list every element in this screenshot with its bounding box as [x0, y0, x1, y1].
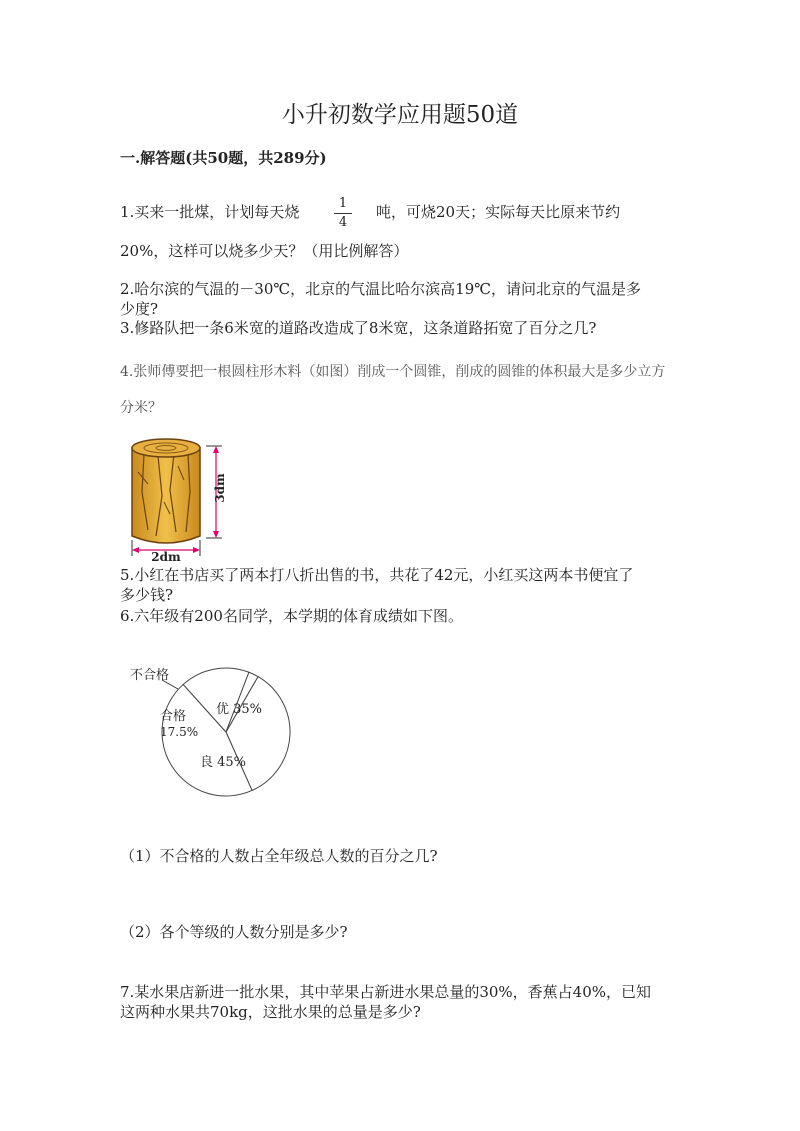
cylinder-height-label: 3dm [213, 473, 227, 503]
q4-text-line2: 分米？ [120, 400, 162, 416]
q6-text: 6.六年级有200名同学，本学期的体育成绩如下图。 [120, 607, 463, 625]
q1-text-line2: 20%，这样可以烧多少天？（用比例解答） [120, 242, 409, 260]
q3-text: 3.修路队把一条6米宽的道路改造成了8米宽，这条道路拓宽了百分之几? [120, 319, 597, 337]
pie-label-pass: 合格 [160, 709, 187, 724]
q1-fraction-denominator: 4 [338, 215, 348, 230]
q6-sub2: （2）各个等级的人数分别是多少? [120, 923, 348, 941]
q2-text-line2: 少度? [120, 300, 159, 318]
q5-text-line1: 5.小红在书店买了两本打八折出售的书，共花了42元，小红买这两本书便宜了 [120, 566, 634, 584]
q1-text-part1: 1.买来一批煤，计划每天烧 [120, 203, 300, 221]
q1-text-part2: 吨，可烧20天；实际每天比原来节约 [376, 203, 621, 221]
pie-label-fail: 不合格 [130, 668, 170, 683]
q1-fraction-numerator: 1 [338, 196, 348, 211]
section-heading: 一.解答题(共50题，共289分) [120, 149, 327, 167]
q7-text-line2: 这两种水果共70kg，这批水果的总量是多少? [120, 1003, 421, 1021]
q7-text-line1: 7.某水果店新进一批水果，其中苹果占新进水果总量的30%，香蕉占40%，已知 [120, 983, 651, 1001]
cylinder-log-figure [118, 432, 238, 564]
fraction-bar [334, 213, 352, 214]
grade-pie-chart [122, 660, 302, 802]
q1-fraction [334, 196, 352, 231]
pie-label-good: 良 45% [200, 755, 247, 770]
q6-sub1: （1）不合格的人数占全年级总人数的百分之几? [120, 847, 438, 865]
pie-label-pass-pct: 17.5% [160, 725, 199, 739]
q2-text-line1: 2.哈尔滨的气温的－30℃，北京的气温比哈尔滨高19℃，请问北京的气温是多 [120, 280, 642, 298]
page-title: 小升初数学应用题50道 [281, 102, 519, 128]
cylinder-width-label: 2dm [151, 550, 181, 564]
q4-text-line1: 4.张师傅要把一根圆柱形木料（如图）削成一个圆锥，削成的圆锥的体积最大是多少立方 [120, 364, 666, 380]
pie-label-excellent: 优 35% [216, 702, 263, 717]
q5-text-line2: 多少钱? [120, 586, 174, 604]
